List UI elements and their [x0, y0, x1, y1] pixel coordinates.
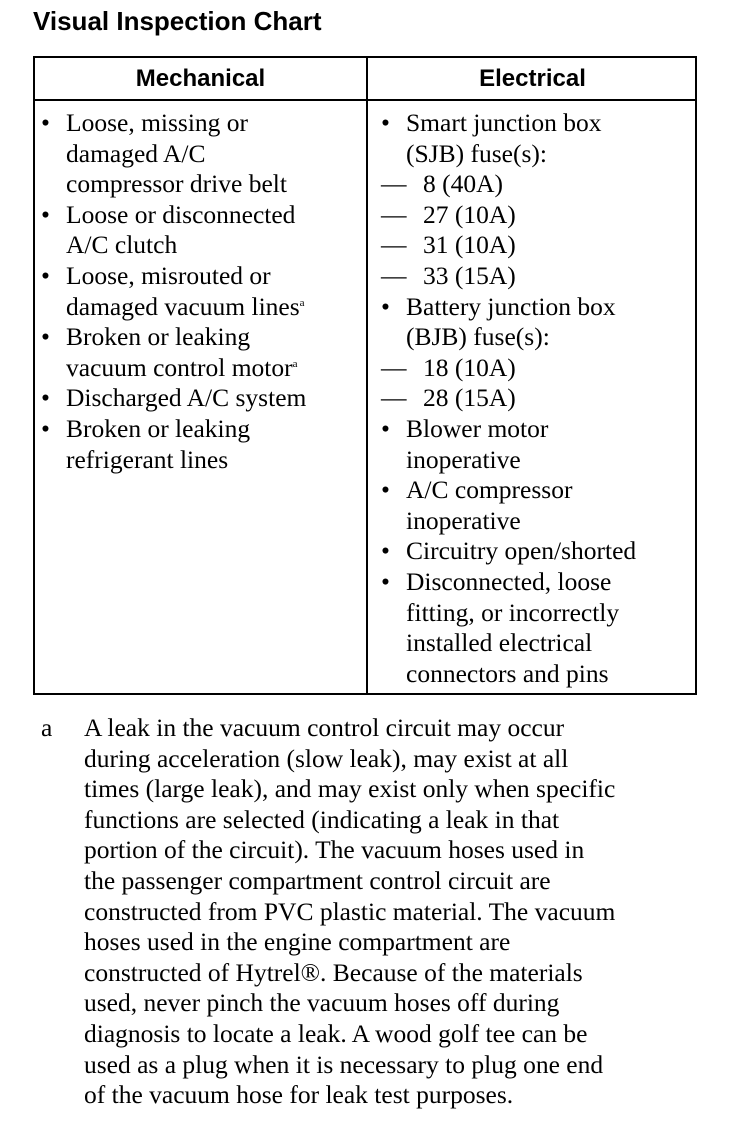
dash: — [381, 199, 407, 229]
footnote-marker: a [292, 357, 298, 370]
fuse-item: — 8 (40A) [381, 169, 504, 199]
list-item: • Loose or disconnected [41, 199, 296, 229]
fuse-item: — 27 (10A) [381, 199, 516, 229]
bullet: • [41, 260, 50, 290]
bullet: • [381, 536, 390, 566]
list-item-cont: damaged A/C [66, 138, 206, 168]
footnote-line: A leak in the vacuum control circuit may occur [84, 713, 565, 742]
column-divider [366, 58, 368, 693]
fuse-item: — 18 (10A) [381, 352, 516, 382]
bullet: • [41, 108, 50, 137]
list-item: • Circuitry open/shorted [381, 536, 637, 566]
bullet: • [381, 291, 390, 321]
footnote-line: diagnosis to locate a leak. A wood golf tee can be [84, 1018, 588, 1048]
list-item-cont: compressor drive belt [66, 169, 287, 199]
list-item-cont: vacuum control motor$^a$ [66, 352, 298, 382]
bullet: • [41, 413, 50, 443]
list-item-cont: A/C clutch [66, 230, 178, 260]
list-item-cont: damaged vacuum lines$^a$ [66, 291, 305, 321]
mechanical-column [41, 108, 361, 475]
dash: — [381, 352, 407, 382]
bullet: • [41, 383, 50, 413]
list-item: • Loose, missing or [41, 108, 249, 137]
footnote-line: constructed from PVC plastic material. The vacuum [84, 896, 616, 926]
list-item: • Broken or leaking [41, 413, 251, 443]
list-item: • Discharged A/C system [41, 383, 307, 413]
dash: — [381, 260, 407, 290]
footnote-line: times (large leak), and may exist only when specific [84, 774, 616, 804]
list-item-cont: connectors and pins [406, 658, 609, 688]
footnote-text [84, 713, 704, 1111]
page-title: Visual Inspection Chart [33, 6, 322, 36]
dash: — [381, 230, 407, 260]
list-item-cont: installed electrical [406, 628, 593, 658]
footnote-mark: a [41, 713, 53, 742]
list-item: • Broken or leaking [41, 322, 251, 352]
dash: — [381, 169, 407, 199]
footnote-line: during acceleration (slow leak), may exist at all [84, 743, 569, 773]
list-item: • Loose, misrouted or [41, 260, 271, 290]
list-item-cont: refrigerant lines [66, 444, 229, 474]
bullet: • [381, 475, 390, 505]
bullet: • [381, 566, 390, 596]
footnote-line: constructed of Hytrel®. Because of the materials [84, 957, 583, 987]
fuse-item: — 28 (15A) [381, 383, 516, 413]
list-item-cont: fitting, or incorrectly [406, 597, 620, 627]
list-item-cont: inoperative [406, 505, 521, 535]
fuse-item: — 33 (15A) [381, 260, 516, 290]
list-item: • Battery junction box [381, 291, 616, 321]
list-item: • A/C compressor [381, 475, 573, 505]
bullet: • [41, 322, 50, 352]
list-item-cont: (SJB) fuse(s): [406, 138, 547, 168]
list-item: • Smart junction box [381, 108, 602, 137]
footnote-line: of the vacuum hose for leak test purposes. [84, 1080, 514, 1110]
bullet: • [381, 413, 390, 443]
list-item: • Disconnected, loose [381, 566, 612, 596]
inspection-table [33, 56, 697, 695]
footnote-line: used as a plug when it is necessary to plug one end [84, 1049, 604, 1079]
dash: — [381, 383, 407, 413]
footnote-line: portion of the circuit). The vacuum hoses used in [84, 835, 585, 865]
list-item: • Blower motor [381, 413, 549, 443]
footnote-marker: a [299, 296, 305, 309]
fuse-item: — 31 (10A) [381, 230, 516, 260]
footnote-line: hoses used in the engine compartment are [84, 927, 511, 957]
header-electrical: Electrical [479, 65, 586, 92]
list-item-cont: (BJB) fuse(s): [406, 322, 550, 352]
bullet: • [41, 199, 50, 229]
electrical-column [381, 108, 697, 689]
header-mechanical: Mechanical [135, 65, 266, 92]
footnote-line: the passenger compartment control circuit are [84, 865, 551, 895]
footnote-line: functions are selected (indicating a leak in that [84, 804, 560, 834]
footnote-line: used, never pinch the vacuum hoses off during [84, 988, 560, 1018]
list-item-cont: inoperative [406, 444, 521, 474]
bullet: • [381, 108, 390, 137]
